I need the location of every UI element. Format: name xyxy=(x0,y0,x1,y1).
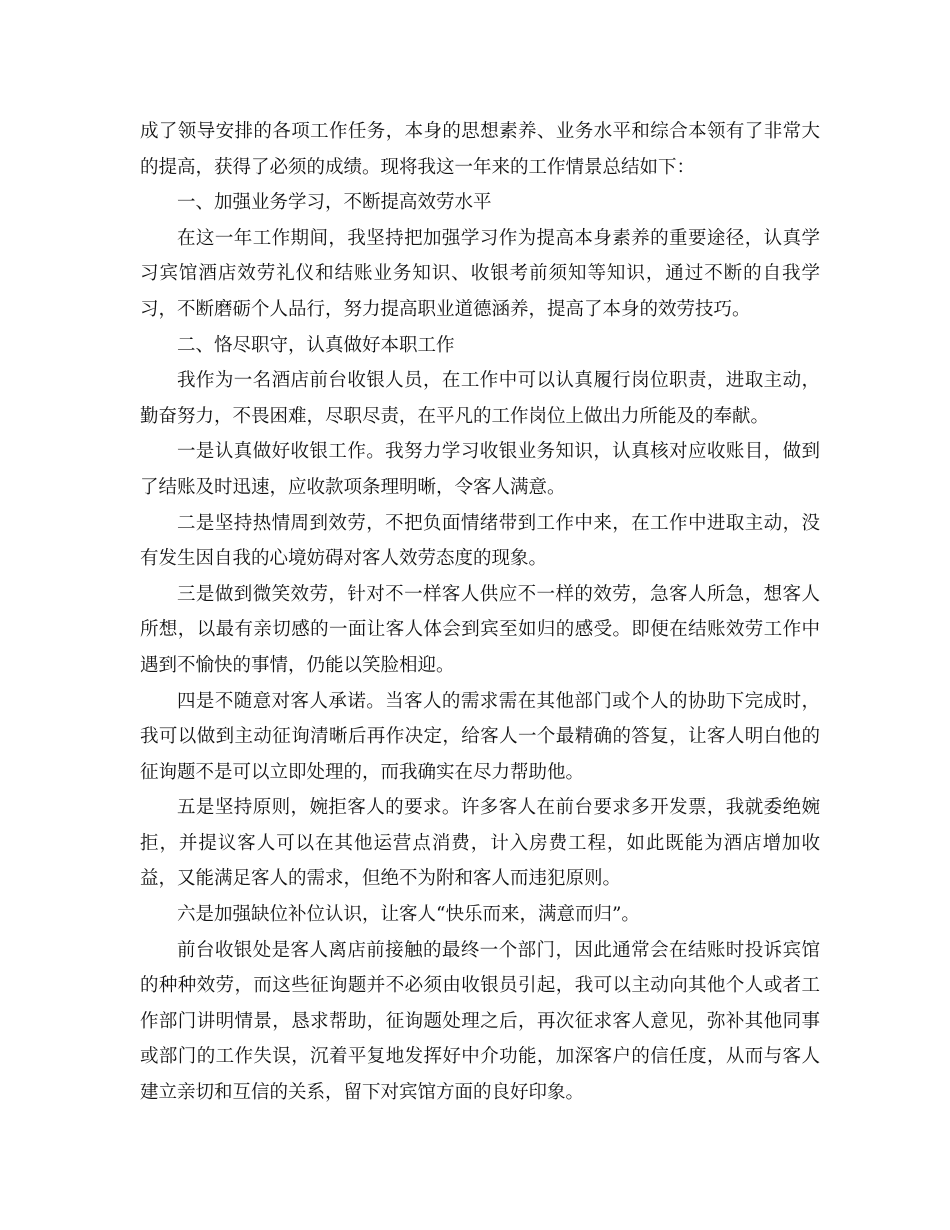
paragraph: 前台收银处是客人离店前接触的最终一个部门，因此通常会在结账时投诉宾馆的种种效劳，而这些征询题并不必须由收银员引起，我可以主动向其他个人或者工作部门讲明情景，恳求帮助，征询题处理之后，再次征求客人意见，弥补其他同事或部门的工作失误，沉着平复地发挥好中介功能，加深客户的信任度，从而与客人建立亲切和互信的关系，留下对宾馆方面的良好印象。 xyxy=(140,939,820,1104)
paragraph-point-4: 四是不随意对客人承诺。当客人的需求需在其他部门或个人的协助下完成时，我可以做到主动征询清晰后再作决定，给客人一个最精确的答复，让客人明白他的征询题不是可以立即处理的，而我确实在尽力帮助他。 xyxy=(140,690,820,783)
paragraph-point-2: 二是坚持热情周到效劳，不把负面情绪带到工作中来，在工作中进取主动，没有发生因自我的心境妨碍对客人效劳态度的现象。 xyxy=(140,512,820,570)
paragraph: 在这一年工作期间，我坚持把加强学习作为提高本身素养的重要途径，认真学习宾馆酒店效劳礼仪和结账业务知识、收银考前须知等知识，通过不断的自我学习，不断磨砺个人品行，努力提高职业道德涵养，提高了本身的效劳技巧。 xyxy=(140,227,820,320)
section-heading-1: 一、加强业务学习，不断提高效劳水平 xyxy=(177,192,492,214)
paragraph-point-1: 一是认真做好收银工作。我努力学习收银业务知识，认真核对应收账目，做到了结账及时迅速，应收款项条理明晰，令客人满意。 xyxy=(140,441,820,498)
paragraph-point-5: 五是坚持原则，婉拒客人的要求。许多客人在前台要求多开发票，我就委绝婉拒，并提议客人可以在其他运营点消费，计入房费工程，如此既能为酒店增加收益，又能满足客人的需求，但绝不为附和客人而违犯原则。 xyxy=(140,797,820,890)
paragraph-continuation: 成了领导安排的各项工作任务，本身的思想素养、业务水平和综合本领有了非常大的提高，获得了必须的成绩。现将我这一年来的工作情景总结如下： xyxy=(140,121,820,178)
paragraph: 我作为一名酒店前台收银人员，在工作中可以认真履行岗位职责，进取主动，勤奋努力，不畏困难，尽职尽责，在平凡的工作岗位上做出力所能及的奉献。 xyxy=(140,370,820,427)
paragraph-point-6: 六是加强缺位补位认识，让客人“快乐而来，满意而归”。 xyxy=(177,904,640,926)
document-body xyxy=(140,114,820,1111)
paragraph-point-3: 三是做到微笑效劳，针对不一样客人供应不一样的效劳，急客人所急，想客人所想，以最有亲切感的一面让客人体会到宾至如归的感受。即便在结账效劳工作中遇到不愉快的事情，仍能以笑脸相迎。 xyxy=(140,583,820,676)
section-heading-2: 二、恪尽职守，认真做好本职工作 xyxy=(177,334,455,356)
